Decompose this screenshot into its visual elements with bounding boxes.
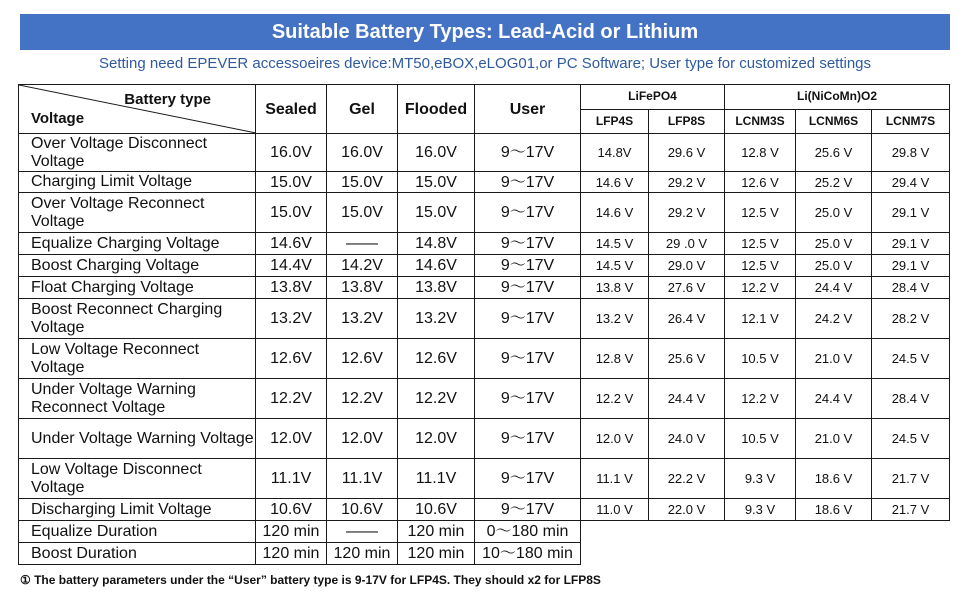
- table-cell: 21.0 V: [796, 419, 872, 459]
- table-cell: ——: [327, 521, 398, 543]
- header-gel: Gel: [327, 85, 398, 134]
- table-cell: 12.6V: [398, 339, 475, 379]
- table-cell: 29.2 V: [649, 193, 725, 233]
- table-cell: 29.6 V: [649, 134, 725, 172]
- table-cell: 22.0 V: [649, 499, 725, 521]
- table-cell: 29.8 V: [872, 134, 950, 172]
- table-cell: 10.5 V: [725, 339, 796, 379]
- row-label: Boost Charging Voltage: [19, 255, 256, 277]
- table-cell: 0～180 min: [475, 521, 581, 543]
- row-label: Under Voltage Warning Voltage: [19, 419, 256, 459]
- table-cell: 14.6 V: [581, 193, 649, 233]
- table-cell: 10～180 min: [475, 543, 581, 565]
- table-cell: 9～17V: [475, 379, 581, 419]
- table-cell: 9.3 V: [725, 459, 796, 499]
- table-cell: 11.1V: [398, 459, 475, 499]
- table-cell: 15.0V: [398, 193, 475, 233]
- table-cell: 13.2V: [398, 299, 475, 339]
- header-lcnm6s: LCNM6S: [796, 109, 872, 134]
- table-cell: 10.6V: [398, 499, 475, 521]
- table-cell: 16.0V: [256, 134, 327, 172]
- table-cell: 120 min: [398, 543, 475, 565]
- row-label: Discharging Limit Voltage: [19, 499, 256, 521]
- duration-row: [19, 521, 950, 543]
- header-group-lifepo4: LiFePO4: [581, 85, 725, 110]
- header-battery-type: Battery type: [124, 91, 211, 108]
- header-lfp4s: LFP4S: [581, 109, 649, 134]
- row-label: Boost Reconnect Charging Voltage: [19, 299, 256, 339]
- table-cell: 29.1 V: [872, 233, 950, 255]
- table-cell: 12.2 V: [725, 277, 796, 299]
- table-cell: 29.1 V: [872, 255, 950, 277]
- header-corner-cell: [19, 85, 256, 134]
- battery-parameter-table: [18, 84, 950, 565]
- table-cell: 13.8V: [327, 277, 398, 299]
- row-label: Charging Limit Voltage: [19, 172, 256, 193]
- header-group-li-nicomn: Li(NiCoMn)O2: [725, 85, 950, 110]
- table-cell: 12.8 V: [725, 134, 796, 172]
- table-cell: 15.0V: [256, 193, 327, 233]
- table-cell: 12.2V: [398, 379, 475, 419]
- row-label: Under Voltage Warning Reconnect Voltage: [19, 379, 256, 419]
- table-cell: 15.0V: [398, 172, 475, 193]
- table-cell: 11.1V: [327, 459, 398, 499]
- table-cell: 12.6V: [327, 339, 398, 379]
- table-cell: 24.4 V: [796, 379, 872, 419]
- table-cell: 11.1V: [256, 459, 327, 499]
- table-cell: 15.0V: [327, 193, 398, 233]
- table-cell: 29.1 V: [872, 193, 950, 233]
- table-cell: 9.3 V: [725, 499, 796, 521]
- table-cell: 14.2V: [327, 255, 398, 277]
- table-row: [19, 255, 950, 277]
- table-cell: 13.8V: [256, 277, 327, 299]
- table-cell: 9～17V: [475, 419, 581, 459]
- table-cell: 12.0V: [327, 419, 398, 459]
- table-cell: 24.2 V: [796, 299, 872, 339]
- table-cell: 12.5 V: [725, 233, 796, 255]
- table-cell: 24.5 V: [872, 339, 950, 379]
- empty-cell: [581, 521, 950, 543]
- table-cell: 24.0 V: [649, 419, 725, 459]
- header-sealed: Sealed: [256, 85, 327, 134]
- header-lcnm7s: LCNM7S: [872, 109, 950, 134]
- table-row: [19, 459, 950, 499]
- table-cell: 120 min: [256, 543, 327, 565]
- empty-cell: [581, 543, 950, 565]
- table-cell: 13.2V: [256, 299, 327, 339]
- row-label: Over Voltage Disconnect Voltage: [19, 134, 256, 172]
- footnote: ① The battery parameters under the “User” battery type is 9-17V for LFP4S. They should x2 for LFP8S: [20, 573, 601, 587]
- table-cell: 13.2 V: [581, 299, 649, 339]
- table-cell: 10.6V: [256, 499, 327, 521]
- table-cell: 21.7 V: [872, 499, 950, 521]
- table-cell: 13.8 V: [581, 277, 649, 299]
- page-title: Suitable Battery Types: Lead-Acid or Lithium: [271, 20, 699, 43]
- table-cell: 11.1 V: [581, 459, 649, 499]
- table-cell: 28.4 V: [872, 379, 950, 419]
- header-lcnm3s: LCNM3S: [725, 109, 796, 134]
- table-cell: ——: [327, 233, 398, 255]
- table-cell: 28.4 V: [872, 277, 950, 299]
- table-cell: 15.0V: [327, 172, 398, 193]
- table-row: [19, 419, 950, 459]
- table-cell: 14.6V: [398, 255, 475, 277]
- table-cell: 21.0 V: [796, 339, 872, 379]
- table-cell: 29.4 V: [872, 172, 950, 193]
- table-cell: 16.0V: [327, 134, 398, 172]
- table-cell: 12.0 V: [581, 419, 649, 459]
- table-row: [19, 379, 950, 419]
- table-cell: 25.0 V: [796, 255, 872, 277]
- header-row-1: [19, 85, 950, 110]
- table-cell: 14.5 V: [581, 233, 649, 255]
- table-cell: 9～17V: [475, 339, 581, 379]
- table-cell: 9～17V: [475, 277, 581, 299]
- table-cell: 120 min: [327, 543, 398, 565]
- table-cell: 10.5 V: [725, 419, 796, 459]
- table-cell: 25.6 V: [649, 339, 725, 379]
- table-cell: 14.8V: [398, 233, 475, 255]
- table-row: [19, 193, 950, 233]
- row-label: Equalize Duration: [19, 521, 256, 543]
- table-cell: 12.0V: [398, 419, 475, 459]
- row-label: Equalize Charging Voltage: [19, 233, 256, 255]
- table-cell: 25.0 V: [796, 193, 872, 233]
- table-cell: 13.2V: [327, 299, 398, 339]
- table-cell: 120 min: [398, 521, 475, 543]
- table-row: [19, 172, 950, 193]
- table-cell: 12.2 V: [581, 379, 649, 419]
- table-cell: 9～17V: [475, 499, 581, 521]
- table-cell: 27.6 V: [649, 277, 725, 299]
- table-cell: 9～17V: [475, 255, 581, 277]
- table-cell: 9～17V: [475, 134, 581, 172]
- table-cell: 25.6 V: [796, 134, 872, 172]
- table-cell: 12.8 V: [581, 339, 649, 379]
- table-row: [19, 499, 950, 521]
- table-cell: 14.6 V: [581, 172, 649, 193]
- header-user: User: [475, 85, 581, 134]
- table-cell: 26.4 V: [649, 299, 725, 339]
- row-label: Low Voltage Disconnect Voltage: [19, 459, 256, 499]
- table-cell: 25.2 V: [796, 172, 872, 193]
- header-flooded: Flooded: [398, 85, 475, 134]
- table-cell: 120 min: [256, 521, 327, 543]
- header-voltage: Voltage: [31, 110, 85, 127]
- table-cell: 12.6V: [256, 339, 327, 379]
- table-cell: 12.5 V: [725, 193, 796, 233]
- table-cell: 12.2V: [256, 379, 327, 419]
- table-cell: 14.5 V: [581, 255, 649, 277]
- table-cell: 18.6 V: [796, 459, 872, 499]
- table-cell: 22.2 V: [649, 459, 725, 499]
- table-cell: 29.2 V: [649, 172, 725, 193]
- table-cell: 24.5 V: [872, 419, 950, 459]
- table-cell: 12.2V: [327, 379, 398, 419]
- table-cell: 25.0 V: [796, 233, 872, 255]
- table-cell: 12.1 V: [725, 299, 796, 339]
- table-cell: 14.8V: [581, 134, 649, 172]
- table-cell: 9～17V: [475, 299, 581, 339]
- table-row: [19, 339, 950, 379]
- table-cell: 10.6V: [327, 499, 398, 521]
- table-cell: 28.2 V: [872, 299, 950, 339]
- table-cell: 13.8V: [398, 277, 475, 299]
- table-cell: 9～17V: [475, 172, 581, 193]
- table-row: [19, 233, 950, 255]
- table-cell: 11.0 V: [581, 499, 649, 521]
- row-label: Float Charging Voltage: [19, 277, 256, 299]
- table-cell: 24.4 V: [796, 277, 872, 299]
- header-lfp8s: LFP8S: [649, 109, 725, 134]
- table-cell: 12.0V: [256, 419, 327, 459]
- subtitle: Setting need EPEVER accessoeires device:MT50,eBOX,eLOG01,or PC Software; User type for customized settings: [98, 55, 872, 72]
- row-label: Over Voltage Reconnect Voltage: [19, 193, 256, 233]
- table-cell: 9～17V: [475, 193, 581, 233]
- table-cell: 12.2 V: [725, 379, 796, 419]
- table-cell: 29 .0 V: [649, 233, 725, 255]
- table-cell: 12.5 V: [725, 255, 796, 277]
- table-cell: 18.6 V: [796, 499, 872, 521]
- row-label: Boost Duration: [19, 543, 256, 565]
- title-banner: [20, 14, 950, 50]
- table-cell: 14.6V: [256, 233, 327, 255]
- table-cell: 16.0V: [398, 134, 475, 172]
- table-cell: 24.4 V: [649, 379, 725, 419]
- table-cell: 29.0 V: [649, 255, 725, 277]
- table-cell: 12.6 V: [725, 172, 796, 193]
- table-cell: 14.4V: [256, 255, 327, 277]
- table-cell: 9～17V: [475, 233, 581, 255]
- table-cell: 15.0V: [256, 172, 327, 193]
- duration-row: [19, 543, 950, 565]
- table-cell: 9～17V: [475, 459, 581, 499]
- table-row: [19, 299, 950, 339]
- table-row: [19, 277, 950, 299]
- row-label: Low Voltage Reconnect Voltage: [19, 339, 256, 379]
- table-cell: 21.7 V: [872, 459, 950, 499]
- table-row: [19, 134, 950, 172]
